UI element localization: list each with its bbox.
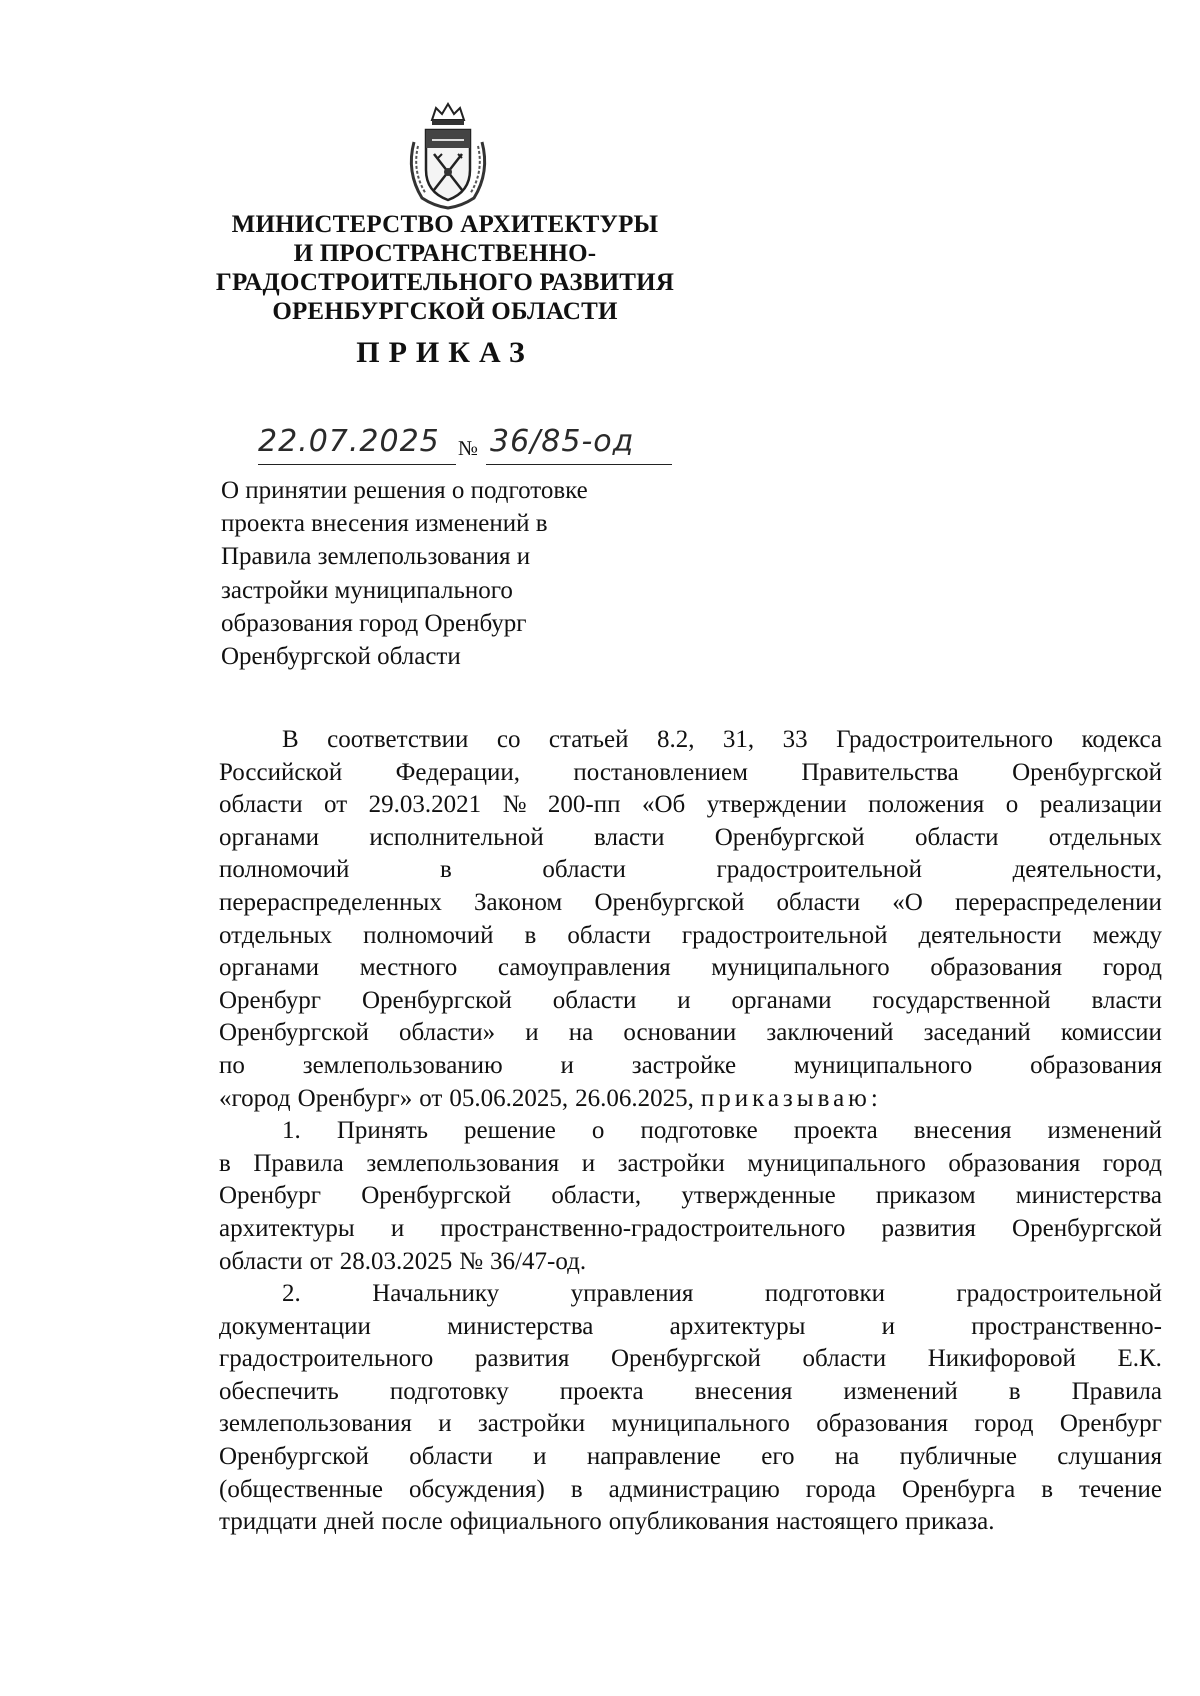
subject-line: О принятии решения о подготовке — [221, 477, 588, 504]
ministry-line: ОРЕНБУРГСКОЙ ОБЛАСТИ — [272, 298, 618, 325]
number-underline — [486, 464, 672, 465]
number-sign: № — [458, 436, 479, 460]
ministry-line: МИНИСТЕРСТВО АРХИТЕКТУРЫ — [231, 211, 659, 238]
subject-line: образования город Оренбург — [221, 609, 527, 637]
ministry-name — [210, 210, 680, 326]
order-item-2 — [219, 1278, 1162, 1539]
body-line: перераспределенных Законом Оренбургской области «О перераспределении — [219, 888, 1162, 916]
order-item-1 — [219, 1115, 1162, 1278]
subject-line: застройки муниципального — [221, 576, 513, 604]
body-line: 2. Начальнику управления подготовки градостроительной — [282, 1280, 1162, 1308]
document-type-title: ПРИКАЗ — [356, 336, 534, 369]
body-line: (общественные обсуждения) в администрацию города Оренбурга в течение — [219, 1475, 1162, 1503]
subject-line: Оренбургской области — [221, 643, 461, 671]
preamble-paragraph — [219, 724, 1162, 1115]
body-line: градостроительного развития Оренбургской области Никифоровой Е.К. — [219, 1345, 1162, 1373]
body-line: области от 28.03.2025 № 36/47-од. — [219, 1247, 587, 1275]
body-line: органами местного самоуправления муниципального образования город — [219, 954, 1162, 982]
body-line: тридцати дней после официального опубликования настоящего приказа. — [219, 1508, 995, 1536]
ministry-line: И ПРОСТРАНСТВЕННО- — [293, 240, 597, 267]
handwritten-number: 36/85-од — [490, 424, 635, 459]
order-body — [219, 724, 1162, 1539]
subject-line: проекта внесения изменений в — [221, 510, 548, 538]
body-line: «город Оренбург» от 05.06.2025, 26.06.2025, приказываю: — [219, 1083, 1162, 1116]
body-line: документации министерства архитектуры и пространственно- — [219, 1312, 1162, 1340]
handwritten-date: 22.07.2025 — [258, 424, 440, 459]
order-subject — [221, 474, 661, 673]
body-line: по землепользованию и застройке муниципального образования — [219, 1051, 1162, 1079]
registration-line — [258, 424, 718, 472]
body-line: архитектуры и пространственно-градостроительного развития Оренбургской — [219, 1214, 1162, 1242]
body-line: Российской Федерации, постановлением Правительства Оренбургской — [219, 758, 1162, 786]
ministry-line: ГРАДОСТРОИТЕЛЬНОГО РАЗВИТИЯ — [215, 269, 675, 296]
body-line: Оренбург Оренбургской области, утвержденные приказом министерства — [219, 1182, 1162, 1210]
body-line: 1. Принять решение о подготовке проекта внесения изменений — [282, 1117, 1162, 1145]
body-line: Оренбургской области и направление его на публичные слушания — [219, 1443, 1162, 1471]
subject-line: Правила землепользования и — [221, 543, 531, 571]
body-line: Оренбург Оренбургской области и органами государственной власти — [219, 986, 1162, 1014]
body-line: Оренбургской области» и на основании заключений заседаний комиссии — [219, 1019, 1162, 1047]
body-line: землепользования и застройки муниципального образования город Оренбург — [219, 1410, 1162, 1438]
body-line: органами исполнительной власти Оренбургской области отдельных — [219, 823, 1162, 851]
date-underline — [258, 464, 456, 465]
body-line: В соответствии со статьей 8.2, 31, 33 Градостроительного кодекса — [282, 726, 1162, 753]
body-line: в Правила землепользования и застройки муниципального образования город — [219, 1149, 1162, 1177]
order-word: приказываю: — [700, 1084, 882, 1112]
body-line: обеспечить подготовку проекта внесения изменений в Правила — [219, 1377, 1162, 1405]
body-line: области от 29.03.2021 № 200-пп «Об утверждении положения о реализации — [219, 791, 1162, 819]
body-line: отдельных полномочий в области градостроительной деятельности между — [219, 921, 1162, 949]
body-line: полномочий в области градостроительной деятельности, — [219, 856, 1162, 884]
coat-of-arms-icon — [402, 102, 494, 212]
